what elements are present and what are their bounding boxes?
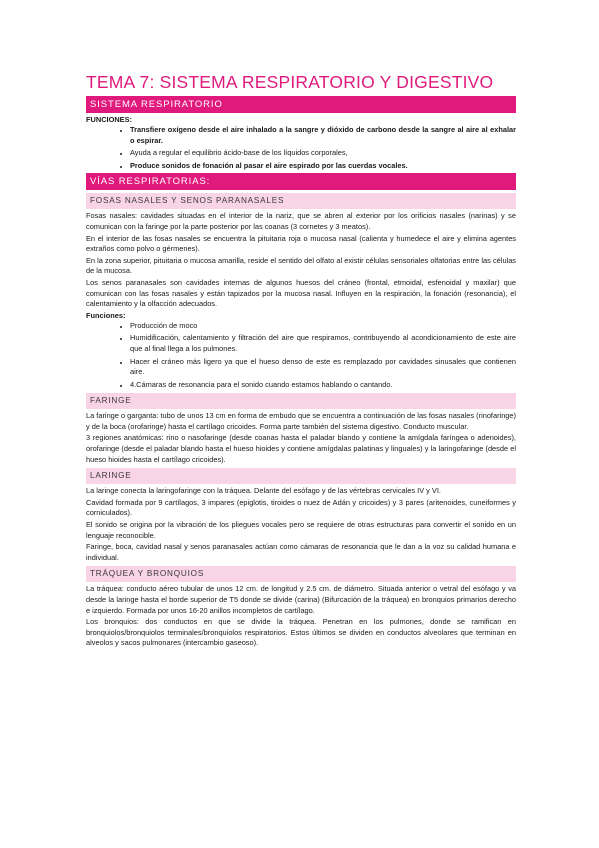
funciones-list <box>86 125 516 171</box>
paragraph: En el interior de las fosas nasales se encuentra la pituitaria roja o mucosa nasal (calienta y humedece el aire y elimina agentes extraños como polvo o gérmenes). <box>86 233 516 254</box>
list-item: • Produce sonidos de fonación al pasar el aire espirado por las cuerdas vocales. <box>130 161 516 172</box>
list-item: • Humidificación, calentamiento y filtración del aire que respiramos, contribuyendo al acondicionamiento de este aire que al final llega a los pulmones. <box>130 333 516 354</box>
list-item: • Hacer el cráneo más ligero ya que el hueso denso de este es remplazado por cavidades sinusales que contienen aire. <box>130 357 516 378</box>
document-page <box>86 72 516 650</box>
subsection-header-faringe: FARINGE <box>86 393 516 409</box>
page-title: TEMA 7: SISTEMA RESPIRATORIO Y DIGESTIVO <box>86 72 494 92</box>
subsection-header-laringe: LARINGE <box>86 468 516 484</box>
paragraph: La laringe conecta la laringofaringe con la tráquea. Delante del esófago y de las vértebras cervicales IV y VI. <box>86 486 441 496</box>
paragraph: La faringe o garganta: tubo de unos 13 cm en forma de embudo que se encuentra a continuación de las fosas nasales (rinofaringe) y de la boca (orofaringe) hasta el cartílago cricoides. Forma parte también del sistema digestivo. Conducto muscular. <box>86 411 516 431</box>
section-header-sistema-respiratorio: SISTEMA RESPIRATORIO <box>86 96 516 113</box>
paragraph: La tráquea: conducto aéreo tubular de unos 12 cm. de longitud y 2.5 cm. de diámetro. Situada anterior o vetral del esófago y va desde la laringe hasta el borde superior de T5 donde se divide (carina) (Bifurcación de la tráquea) en bronquios primarios derecho e izquierdo. Formada por unos 16-20 anillos incompletos de cartílago. <box>86 584 516 615</box>
paragraph: Cavidad formada por 9 cartílagos, 3 impares (epiglotis, tiroides o nuez de Adán y cricoides) y 3 pares (aritenoides, cuneiformes y corniculados). <box>86 497 516 518</box>
list-item: • Ayuda a regular el equilibrio ácido-base de los líquidos corporales, <box>130 148 516 159</box>
paragraph: Faringe, boca, cavidad nasal y senos paranasales actúan como cámaras de resonancia que le dan a la voz su calidad humana e individual. <box>86 542 516 562</box>
fosas-funciones-label: Funciones: <box>86 310 126 320</box>
paragraph: El sonido se origina por la vibración de los pliegues vocales pero se requiere de otras estructuras para convertir el sonido en un lenguaje reconocible. <box>86 520 516 540</box>
list-item: • Producción de moco <box>130 321 516 332</box>
paragraph: Los bronquios: dos conductos en que se divide la tráquea. Penetran en los pulmones, donde se ramifican en bronquiolos/bronquiolos terminales/bronquiolos respiratorios. Estos últimos se dividen en conductos alveolares que terminan en alveolos y sacos pulmonares (intercambio gaseoso). <box>86 617 516 648</box>
fosas-funciones-list <box>86 321 516 391</box>
list-item: • Transfiere oxígeno desde el aire inhalado a la sangre y dióxido de carbono desde la sangre al aire al exhalar o espirar. <box>130 125 516 146</box>
paragraph: Los senos paranasales son cavidades internas de algunos huesos del cráneo (frontal, etmoidal, esfenoidal y maxilar) que comunican con las fosas nasales y están tapizados por la mucosa nasal. Influyen en la respiración, la fonación (resonancia), el calentamiento y la olfacción adecuados. <box>86 277 516 309</box>
list-item: • 4.Cámaras de resonancia para el sonido cuando estamos hablando o cantando. <box>130 380 516 391</box>
subsection-header-fosas-nasales: FOSAS NASALES Y SENOS PARANASALES <box>86 193 516 209</box>
paragraph: En la zona superior, pituitaria o mucosa amarilla, reside el sentido del olfato al existir células sensoriales olfatorias entre las células de la mucosa. <box>86 255 516 276</box>
funciones-label: FUNCIONES: <box>86 115 132 124</box>
section-header-vias-respiratorias: VÍAS RESPIRATORIAS: <box>86 173 516 190</box>
subsection-header-traquea: TRÁQUEA Y BRONQUIOS <box>86 566 516 582</box>
paragraph: Fosas nasales: cavidades situadas en el interior de la nariz, que se abren al exterior por los orificios nasales (narinas) y se comunican con la faringe por la parte posterior por las coanas (3 cornetes y 3 meatos). <box>86 211 516 231</box>
paragraph: 3 regiones anatómicas: rino o nasofaringe (desde coanas hasta el paladar blando y contiene la amígdala faríngea o adenoides), orofaringe (desde el paladar blando hasta el hueso hioides y contiene amígdalas palatinas y linguales) y la laringofaringe (desde el hueso hioides hasta el cartílago cricoides). <box>86 433 516 464</box>
